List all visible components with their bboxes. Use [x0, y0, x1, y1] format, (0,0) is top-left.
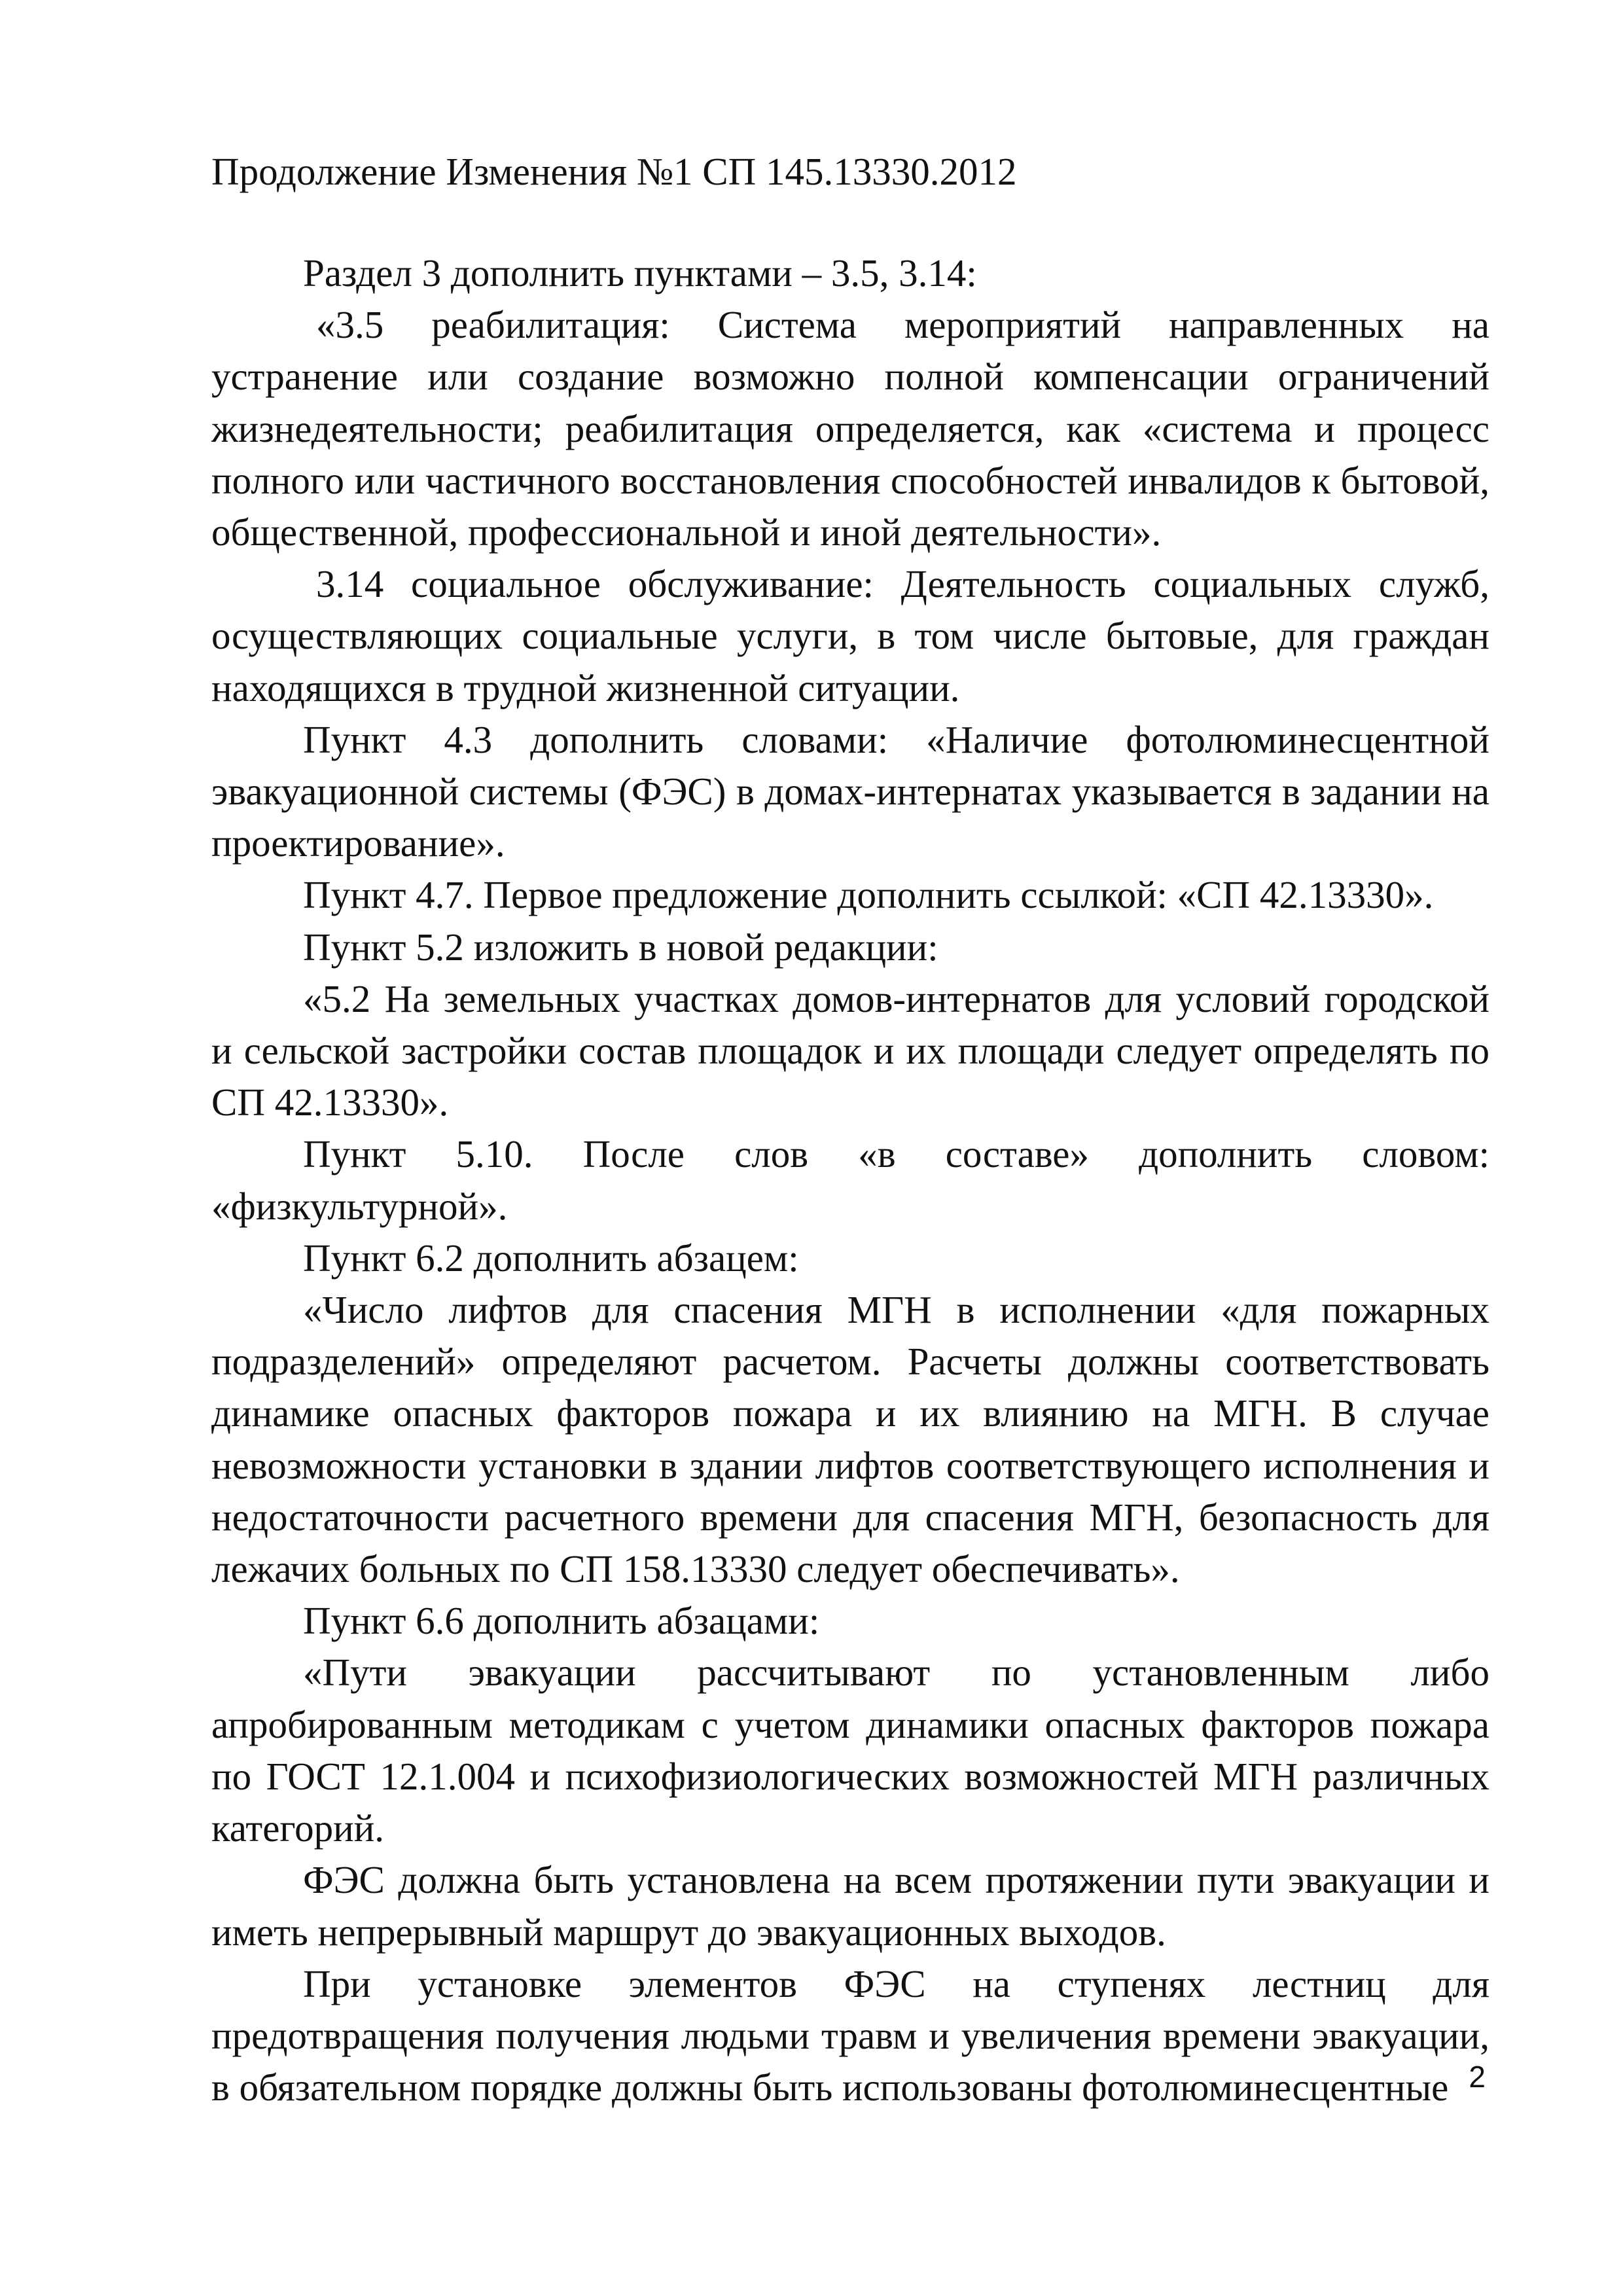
paragraph-item-5-2: Пункт 5.2 изложить в новой редакции:: [303, 925, 938, 969]
document-body: [211, 247, 1489, 2113]
page-header: Продолжение Изменения №1 СП 145.13330.2012: [211, 150, 1017, 193]
paragraph-item-6-6: Пункт 6.6 дополнить абзацами:: [303, 1599, 820, 1643]
paragraph-item-5-2-text: «5.2 На земельных участках домов-интернатов для условий городской и сельской застройки состав площадок и их площади следует определять по СП 42.13330».: [211, 977, 1489, 1124]
paragraph-item-6-6-text-1: «Пути эвакуации рассчитывают по установленным либо апробированным методикам с учетом динамики опасных факторов пожара по ГОСТ 12.1.004 и психофизиологических возможностей МГН различных категорий.: [211, 1651, 1489, 1850]
paragraph-item-4-3: Пункт 4.3 дополнить словами: «Наличие фотолюминесцентной эвакуационной системы (ФЭС) в домах-интернатах указывается в задании на проектирование».: [211, 717, 1489, 865]
page-number: 2: [1469, 2060, 1486, 2094]
paragraph-item-6-6-text-3: При установке элементов ФЭС на ступенях лестниц для предотвращения получения людьми травм и увеличения времени эвакуации, в обязательном порядке должны быть использованы фотолюминесцентные: [211, 1962, 1489, 2109]
paragraph-item-6-2: Пункт 6.2 дополнить абзацем:: [303, 1236, 799, 1280]
paragraph-item-6-6-text-2: ФЭС должна быть установлена на всем протяжении пути эвакуации и иметь непрерывный маршрут до эвакуационных выходов.: [211, 1858, 1489, 1954]
paragraph-definition-3-14: 3.14 социальное обслуживание: Деятельность социальных служб, осуществляющих социальные услуги, в том числе бытовые, для граждан находящихся в трудной жизненной ситуации.: [211, 562, 1489, 709]
paragraph-item-4-7: Пункт 4.7. Первое предложение дополнить ссылкой: «СП 42.13330».: [303, 873, 1434, 917]
paragraph-definition-3-5: «3.5 реабилитация: Система мероприятий направленных на устранение или создание возможно полной компенсации ограничений жизнедеятельности; реабилитация определяется, как «система и процесс полного или частичного восстановления способностей инвалидов к бытовой, общественной, профессиональной и иной деятельности».: [211, 303, 1489, 554]
paragraph-item-5-10: Пункт 5.10. После слов «в составе» дополнить словом: «физкультурной».: [211, 1132, 1489, 1228]
paragraph-section-3: Раздел 3 дополнить пунктами – 3.5, 3.14:: [303, 251, 977, 295]
paragraph-item-6-2-text: «Число лифтов для спасения МГН в исполнении «для пожарных подразделений» определяют расчетом. Расчеты должны соответствовать динамике опасных факторов пожара и их влиянию на МГН. В случае невозможности установки в здании лифтов соответствующего исполнения и недостаточности расчетного времени для спасения МГН, безопасность для лежачих больных по СП 158.13330 следует обеспечивать».: [211, 1288, 1489, 1591]
